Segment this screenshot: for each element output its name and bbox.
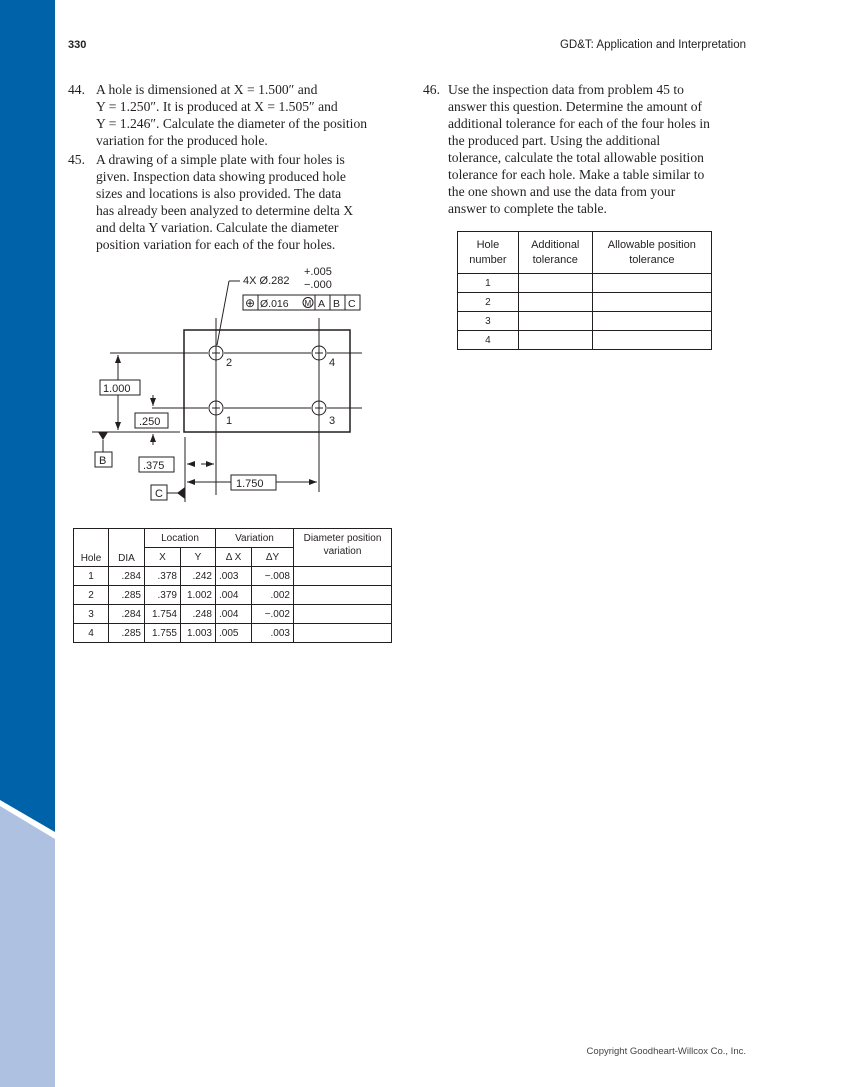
table-cell bbox=[518, 331, 592, 350]
text-line: position variation for each of the four holes. bbox=[96, 237, 336, 252]
table-cell: 1.002 bbox=[181, 586, 216, 605]
table-cell: .378 bbox=[145, 567, 181, 586]
table-cell: 3 bbox=[74, 605, 109, 624]
tolerance-minus: −.000 bbox=[304, 279, 332, 291]
page-number: 330 bbox=[68, 39, 87, 51]
header-y: Y bbox=[181, 548, 216, 567]
table-cell: −.008 bbox=[252, 567, 294, 586]
text-line: variation for the produced hole. bbox=[96, 133, 268, 148]
table-cell bbox=[518, 274, 592, 293]
dimension-1750: 1.750 bbox=[236, 478, 264, 490]
table-cell bbox=[592, 274, 711, 293]
fcf-tolerance: Ø.016 bbox=[260, 298, 289, 310]
table-cell: .003 bbox=[216, 567, 252, 586]
table-cell: 2 bbox=[458, 293, 519, 312]
table-cell: −.002 bbox=[252, 605, 294, 624]
text-line: Use the inspection data from problem 45 to bbox=[448, 82, 684, 97]
text-line: has already been analyzed to determine delta X bbox=[96, 203, 354, 218]
copyright: Copyright Goodheart-Willcox Co., Inc. bbox=[586, 1046, 746, 1057]
table-row bbox=[74, 605, 392, 624]
text-line: tolerance for each hole. Make a table similar to bbox=[448, 167, 705, 182]
table-cell bbox=[592, 331, 711, 350]
table-cell bbox=[518, 293, 592, 312]
header-variation: Variation bbox=[216, 529, 294, 548]
header-dia: DIA bbox=[109, 529, 145, 567]
table-row bbox=[74, 567, 392, 586]
table-cell: 1.755 bbox=[145, 624, 181, 643]
text-line: and delta Y variation. Calculate the diameter bbox=[96, 220, 339, 235]
datum-b-label: B bbox=[99, 455, 107, 467]
hole-callout: 4X Ø.282 bbox=[243, 275, 290, 287]
table-cell: .005 bbox=[216, 624, 252, 643]
hole-label: 2 bbox=[226, 357, 233, 369]
table-cell: 1 bbox=[74, 567, 109, 586]
datum-c-label: C bbox=[155, 488, 163, 500]
table-cell bbox=[294, 605, 392, 624]
text-line: given. Inspection data showing produced hole bbox=[96, 169, 346, 184]
header-x: X bbox=[145, 548, 181, 567]
datum-c-triangle bbox=[177, 487, 185, 499]
text-line: answer to complete the table. bbox=[448, 201, 607, 216]
table-cell: 1 bbox=[458, 274, 519, 293]
text-line: additional tolerance for each of the four holes in bbox=[448, 116, 710, 131]
table-cell: .285 bbox=[109, 586, 145, 605]
table-row bbox=[458, 293, 712, 312]
text-line: A hole is dimensioned at X = 1.500″ and bbox=[96, 82, 318, 97]
hole-label: 1 bbox=[226, 415, 233, 427]
dimension-375: .375 bbox=[143, 460, 165, 472]
header-diameter-position-variation: Diameter position variation bbox=[294, 529, 392, 567]
table-cell: .285 bbox=[109, 624, 145, 643]
table-cell bbox=[592, 293, 711, 312]
text-line: tolerance, calculate the total allowable position bbox=[448, 150, 704, 165]
table-row bbox=[74, 624, 392, 643]
table-row bbox=[458, 331, 712, 350]
header-location: Location bbox=[145, 529, 216, 548]
table-cell: 3 bbox=[458, 312, 519, 331]
table-cell bbox=[294, 624, 392, 643]
header-delta-y: ΔY bbox=[252, 548, 294, 567]
fcf-datum-c: C bbox=[348, 298, 356, 310]
dimension-250: .250 bbox=[139, 416, 161, 428]
table-cell bbox=[518, 312, 592, 331]
text-line: the produced part. Using the additional bbox=[448, 133, 661, 148]
table-cell bbox=[294, 586, 392, 605]
dimension-1000: 1.000 bbox=[103, 383, 131, 395]
table-cell: 2 bbox=[74, 586, 109, 605]
table-cell: 1.003 bbox=[181, 624, 216, 643]
datum-b-triangle bbox=[98, 432, 108, 440]
header-hole: Hole bbox=[74, 529, 109, 567]
fcf-datum-b: B bbox=[333, 298, 341, 310]
position-symbol-icon: ⊕ bbox=[245, 296, 256, 310]
table-cell: .284 bbox=[109, 567, 145, 586]
table-cell: 1.754 bbox=[145, 605, 181, 624]
text-line: the one shown and use the data from your bbox=[448, 184, 676, 199]
header-delta-x: Δ X bbox=[216, 548, 252, 567]
plate-drawing bbox=[0, 0, 849, 520]
table-cell: .242 bbox=[181, 567, 216, 586]
table-cell: .284 bbox=[109, 605, 145, 624]
fcf-datum-a: A bbox=[318, 298, 326, 310]
running-title: GD&T: Application and Interpretation bbox=[559, 39, 746, 51]
tolerance-plus: +.005 bbox=[304, 266, 332, 278]
inspection-data-table bbox=[73, 528, 392, 643]
table-row bbox=[458, 312, 712, 331]
text-line: sizes and locations is also provided. The data bbox=[96, 186, 342, 201]
problem-number: 45. bbox=[68, 152, 85, 167]
text-line: Y = 1.250″. It is produced at X = 1.505″ and bbox=[96, 99, 338, 114]
text-line: Y = 1.246″. Calculate the diameter of the position bbox=[96, 116, 368, 131]
hole-label: 3 bbox=[329, 415, 336, 427]
table-cell: .248 bbox=[181, 605, 216, 624]
table-cell: .379 bbox=[145, 586, 181, 605]
header-allowable-position-tolerance: Allowable position tolerance bbox=[592, 232, 711, 274]
problem-number: 44. bbox=[68, 82, 85, 97]
table-row bbox=[74, 586, 392, 605]
plate-outline bbox=[184, 330, 350, 432]
table-cell: 4 bbox=[458, 331, 519, 350]
header-additional-tolerance: Additional tolerance bbox=[518, 232, 592, 274]
problem-number: 46. bbox=[423, 82, 440, 97]
table-cell: .002 bbox=[252, 586, 294, 605]
header-hole-number: Hole number bbox=[458, 232, 519, 274]
table-cell bbox=[294, 567, 392, 586]
text-line: A drawing of a simple plate with four holes is bbox=[96, 152, 345, 167]
mmc-modifier: M bbox=[304, 299, 312, 308]
hole-label: 4 bbox=[329, 357, 336, 369]
table-cell bbox=[592, 312, 711, 331]
table-cell: .003 bbox=[252, 624, 294, 643]
text-line: answer this question. Determine the amount of bbox=[448, 99, 703, 114]
table-cell: 4 bbox=[74, 624, 109, 643]
table-cell: .004 bbox=[216, 605, 252, 624]
allowable-tolerance-table bbox=[457, 231, 712, 350]
table-row bbox=[458, 274, 712, 293]
table-cell: .004 bbox=[216, 586, 252, 605]
